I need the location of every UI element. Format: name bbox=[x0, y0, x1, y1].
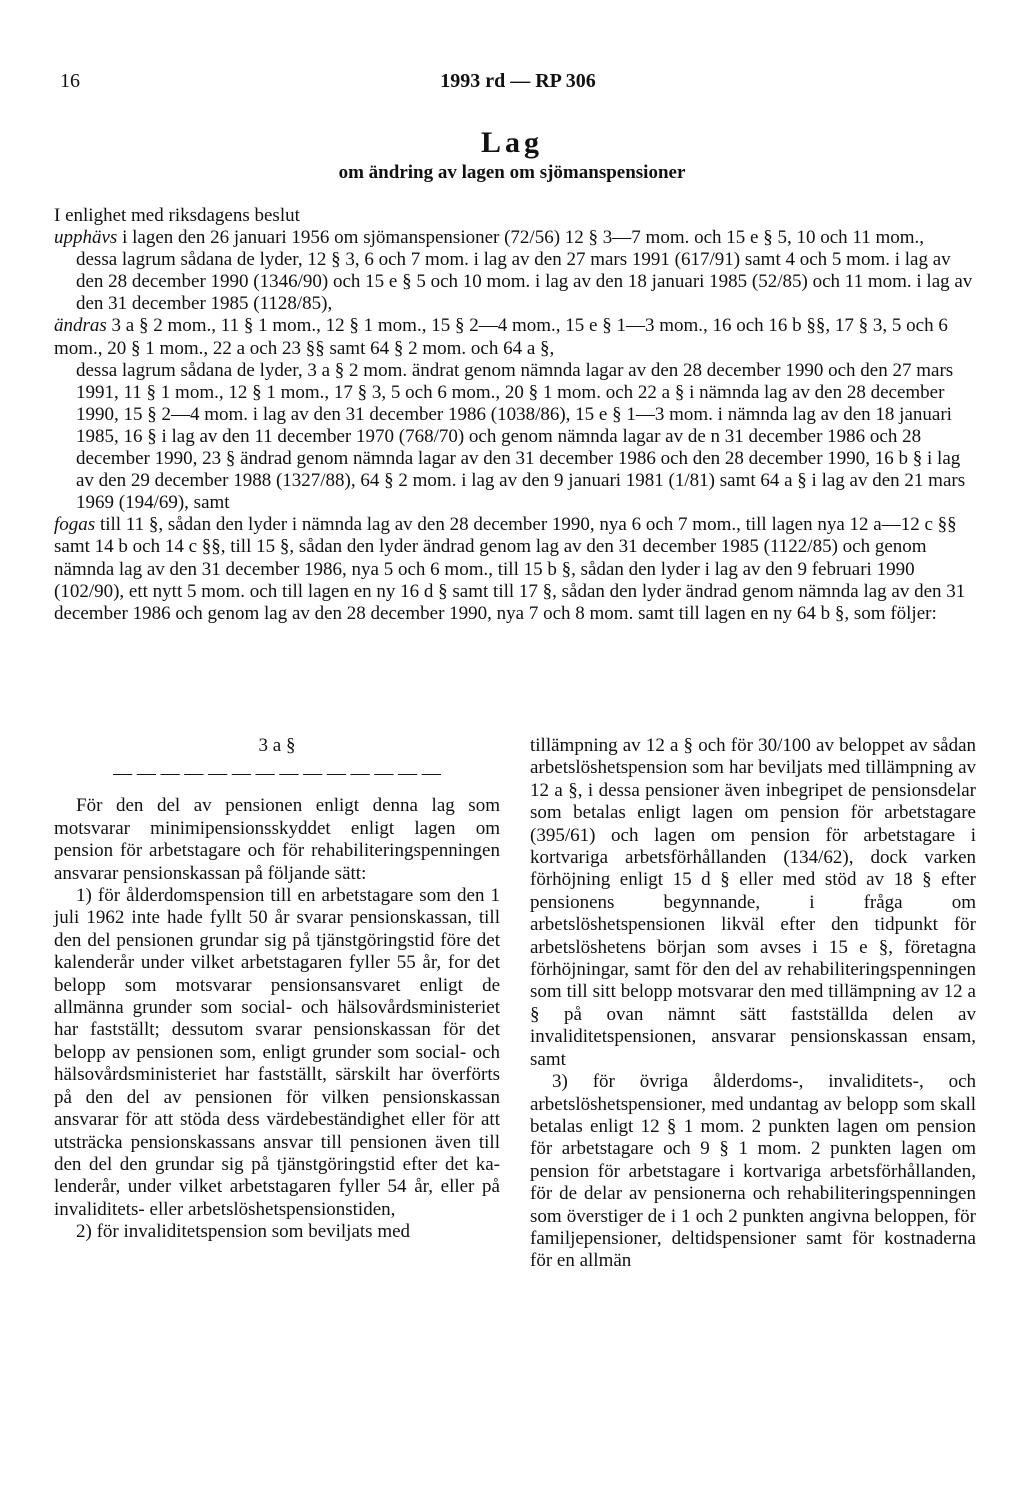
document-reference: 1993 rd — RP 306 bbox=[440, 70, 596, 92]
preamble bbox=[54, 205, 976, 625]
preamble-amend bbox=[54, 315, 976, 359]
law-title: Lag bbox=[480, 126, 543, 159]
left-paragraph-3: 2) för invaliditetspension som beviljats med bbox=[76, 1221, 411, 1243]
law-subtitle: om ändring av lagen om sjömanspensioner bbox=[338, 162, 686, 183]
left-paragraph-2: 1) för ålderdomspension till en arbetstagare som den 1 juli 1962 inte hade fyllt 50 år svarar pensionskassan, till den del pensionen grundar sig på tjänstgöringstid före det kalenderår under vilket arbetstagaren fyller 55 år, for det belopp som motsvarar pensionsansvaret enligt de allmänna grunder som social- och hälsovårdsministeriet har fastställt; dessutom svarar pensionskassan för det belopp av pensionen som, enligt grunder som social- och hälsovårdsministeriet har fastställt, särskilt har överförts på den del av pensionen för vilken pensionskassan ansvarar för att stöda dess värdebeständighet eller för att utsträcka pensionskassans ansvar till pensionen även till den del den grundar sig på tjänstgöringstid efter det kalenderår, under vilket arbetstagaren fyller 54 år, eller på invaliditets- eller arbetslöshetspensionstiden, bbox=[54, 885, 500, 1220]
preamble-repeal bbox=[54, 227, 976, 249]
section-heading: 3 a § bbox=[258, 735, 296, 756]
preamble-add bbox=[54, 514, 976, 624]
left-paragraph-1: För den del av pensionen enligt denna lag som motsvarar minimipensionsskyddet enligt lagen om pension för arbetstagare och för rehabiliteringspenningen ansvarar pensionskassan på följande sätt: bbox=[54, 795, 500, 884]
amend-keyword: ändras bbox=[54, 315, 107, 337]
page-header bbox=[60, 70, 976, 96]
right-paragraph-1: tillämpning av 12 a § och för 30/100 av beloppet av sådan arbetslöshetspension som har beviljats med tillämpning av 12 a §, i dessa pensioner även inbegripet de pensionsdelar som betalas enligt lagen om pension för arbetstagare (395/61) och lagen om pension för arbetstagare i kortvariga arbetsförhållanden (134/62), dock varken förhöjning enligt 15 d § eller med stöd av 18 § efter pensionens begynnande, i fråga om arbetslöshetspensionen likväl efter den tidpunkt för arbetslöshetens början som avses i 15 e §, företagna förhöjningar, samt för den del av rehabiliteringspenningen som till sitt belopp motsvarar den med tillämpning av 12 a § på ovan nämnt sätt fastställda delen av invaliditetspensionen, ansvarar pensionskassan ensam, samt bbox=[530, 735, 976, 1070]
repeal-keyword: upphävs bbox=[54, 227, 118, 249]
add-keyword: fogas bbox=[54, 514, 96, 536]
repeal-text: i lagen den 26 januari 1956 om sjömanspensioner (72/56) 12 § 3—7 mom. och 15 e § 5, 10 och 11 mom., bbox=[117, 227, 925, 249]
amend-text: 3 a § 2 mom., 11 § 1 mom., 12 § 1 mom., 15 § 2—4 mom., 15 e § 1—3 mom., 16 och 16 b §§, 17 § 3, 5 och 6 mom., 20 § 1 mom., 22 a och 23 §§ samt 64 § 2 mom. och 64 a §, bbox=[54, 315, 948, 359]
preamble-opening: I enlighet med riksdagens beslut bbox=[54, 205, 300, 226]
omission-dashes: — — — — — — — — — — — — — — bbox=[113, 767, 441, 782]
left-column bbox=[54, 735, 500, 1244]
preamble-amend-detail: dessa lagrum sådana de lyder, 3 a § 2 mom. ändrat genom nämnda lagar av den 28 december 1990 och den 27 mars 1991, 11 § 1 mom., 12 § 1 mom., 17 § 3, 5 och 6 mom., 20 § 1 mom. och 22 a § i nämnda lag av den 28 december 1990, 15 § 2—4 mom. i lag av den 31 december 1986 (1038/86), 15 e § 1—3 mom. i nämnda lag av den 18 januari 1985, 16 § i lag av den 11 december 1970 (768/70) och genom nämnda lagar av de n 31 december 1986 och 28 december 1990, 23 § ändrad genom nämnda lagar av den 31 december 1986 och den 28 december 1990, 16 b § i lag av den 29 december 1988 (1327/88), 64 § 2 mom. i lag av den 9 januari 1981 (1/81) samt 64 a § i lag av den 21 mars 1969 (194/69), samt bbox=[76, 359, 966, 514]
right-paragraph-2: 3) för övriga ålderdoms-, invaliditets-, och arbetslöshetspensioner, med undantag av belopp som skall betalas enligt 12 § 1 mom. 2 punkten lagen om pension för arbetstagare och 9 § 1 mom. 2 punkten lagen om pension för arbetstagare i kortvariga arbetsförhållanden, för de delar av pensionerna och rehabiliteringspenningen som överstiger de i 1 och 2 punkten angivna beloppen, för familjepensioner, deltidspensioner samt för kostnaderna för en allmän bbox=[530, 1071, 976, 1272]
page-number: 16 bbox=[60, 70, 80, 92]
right-column bbox=[530, 735, 976, 1273]
add-text: till 11 §, sådan den lyder i nämnda lag av den 28 december 1990, nya 6 och 7 mom., till lagen nya 12 a—12 c §§ samt 14 b och 14 c §§, till 15 §, sådan den lyder ändrad genom lag av den 31 december 1985 (1122/85) och genom nämnda lag av den 31 december 1986, nya 5 och 6 mom., till 15 b §, sådan den lyder i lag av den 9 februari 1990 (102/90), ett nytt 5 mom. och till lagen en ny 16 d § samt till 17 §, sådan den lyder ändrad genom nämnda lag av den 31 december 1986 och genom lag av den 28 december 1990, nya 7 och 8 mom. samt till lagen en ny 64 b §, som följer: bbox=[54, 514, 966, 624]
preamble-repeal-detail: dessa lagrum sådana de lyder, 12 § 3, 6 och 7 mom. i lag av den 27 mars 1991 (617/91) samt 4 och 5 mom. i lag av den 28 december 1990 (1346/90) och 15 e § 5 och 10 mom. i lag av den 18 januari 1985 (52/85) och 11 mom. i lag av den 31 december 1985 (1128/85), bbox=[76, 249, 973, 315]
